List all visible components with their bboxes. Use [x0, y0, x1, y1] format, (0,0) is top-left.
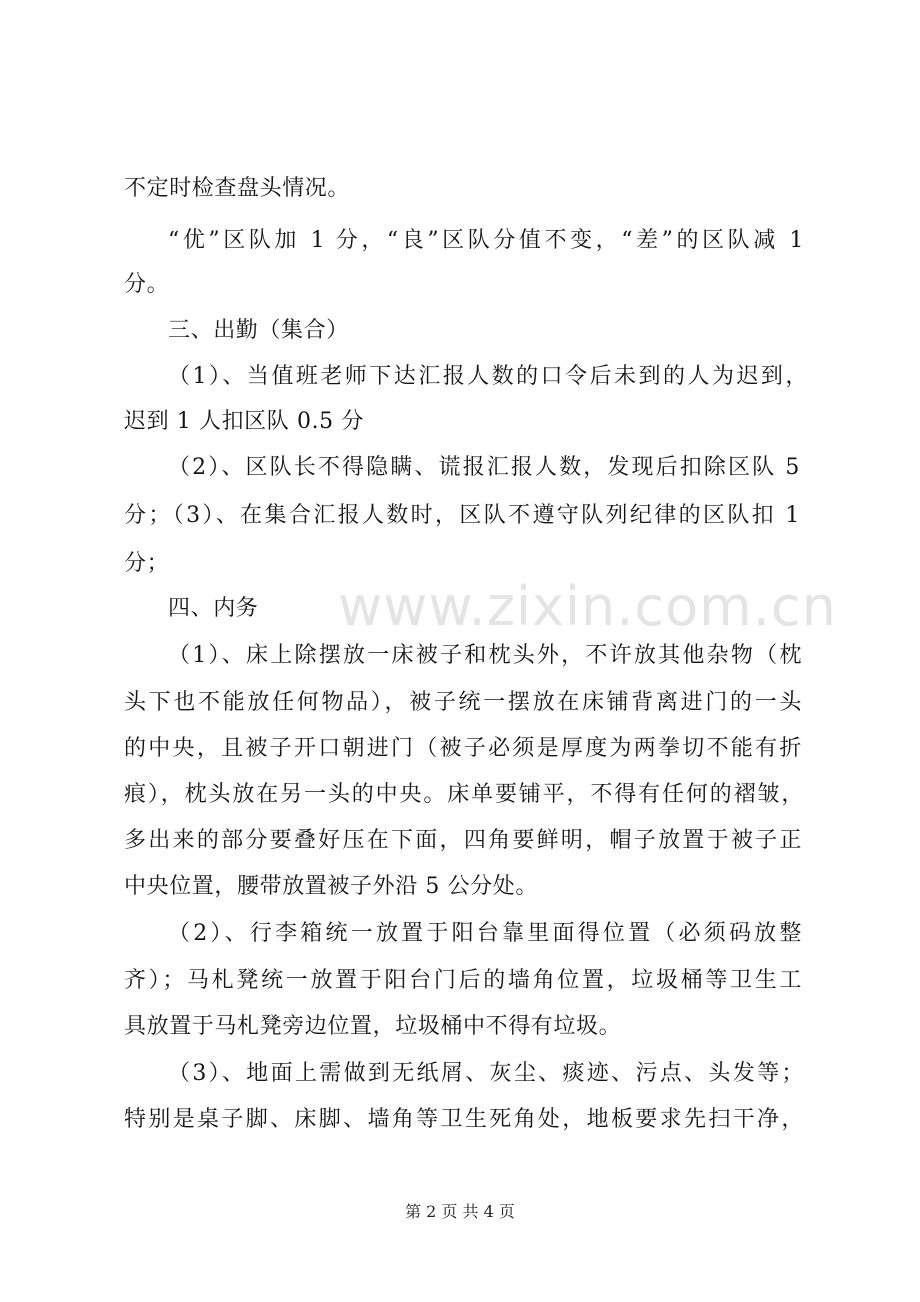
text-line: 迟到 1 人扣区队 0.5 分 [124, 409, 364, 434]
section-heading: 四、内务 [168, 596, 259, 621]
text-line: “优”区队加 1 分，“良”区队分值不变，“差”的区队减 1 [168, 228, 804, 253]
text-line: （2）、行李箱统一放置于阳台靠里面得位置（必须码放整 [168, 921, 802, 946]
text-line: 中央位置，腰带放置被子外沿 5 公分处。 [124, 874, 538, 899]
text-line: （1）、床上除摆放一床被子和枕头外，不许放其他杂物（枕 [168, 643, 802, 668]
section-heading: 三、出勤（集合） [168, 318, 349, 343]
text-line: 齐）；马札凳统一放置于阳台门后的墙角位置，垃圾桶等卫生工 [124, 968, 802, 993]
text-line: 不定时检查盘头情况。 [124, 176, 351, 201]
text-line: 特别是桌子脚、床脚、墙角等卫生死角处，地板要求先扫干净， [124, 1107, 804, 1132]
page-footer: 第 2 页 共 4 页 [405, 1202, 515, 1221]
text-line: 分； [124, 551, 170, 576]
text-line: 痕），枕头放在另一头的中央。床单要铺平，不得有任何的褶皱， [124, 782, 804, 807]
text-line: 分。 [124, 272, 170, 297]
text-line: 具放置于马札凳旁边位置，垃圾桶中不得有垃圾。 [124, 1014, 622, 1039]
text-line: （1）、当值班老师下达汇报人数的口令后未到的人为迟到， [168, 364, 808, 389]
watermark: www.zixin.com.cn [338, 575, 837, 638]
text-line: （2）、区队长不得隐瞒、谎报汇报人数，发现后扣除区队 5 [168, 455, 800, 480]
text-line: 多出来的部分要叠好压在下面，四角要鲜明，帽子放置于被子正 [124, 828, 802, 853]
text-line: （3）、地面上需做到无纸屑、灰尘、痰迹、污点、头发等； [168, 1061, 804, 1086]
text-line: 的中央，且被子开口朝进门（被子必须是厚度为两拳切不能有折 [124, 736, 802, 761]
text-line: 头下也不能放任何物品），被子统一摆放在床铺背离进门的一头 [124, 690, 802, 715]
text-line: 分；（3）、在集合汇报人数时，区队不遵守队列纪律的区队扣 1 [124, 503, 800, 528]
